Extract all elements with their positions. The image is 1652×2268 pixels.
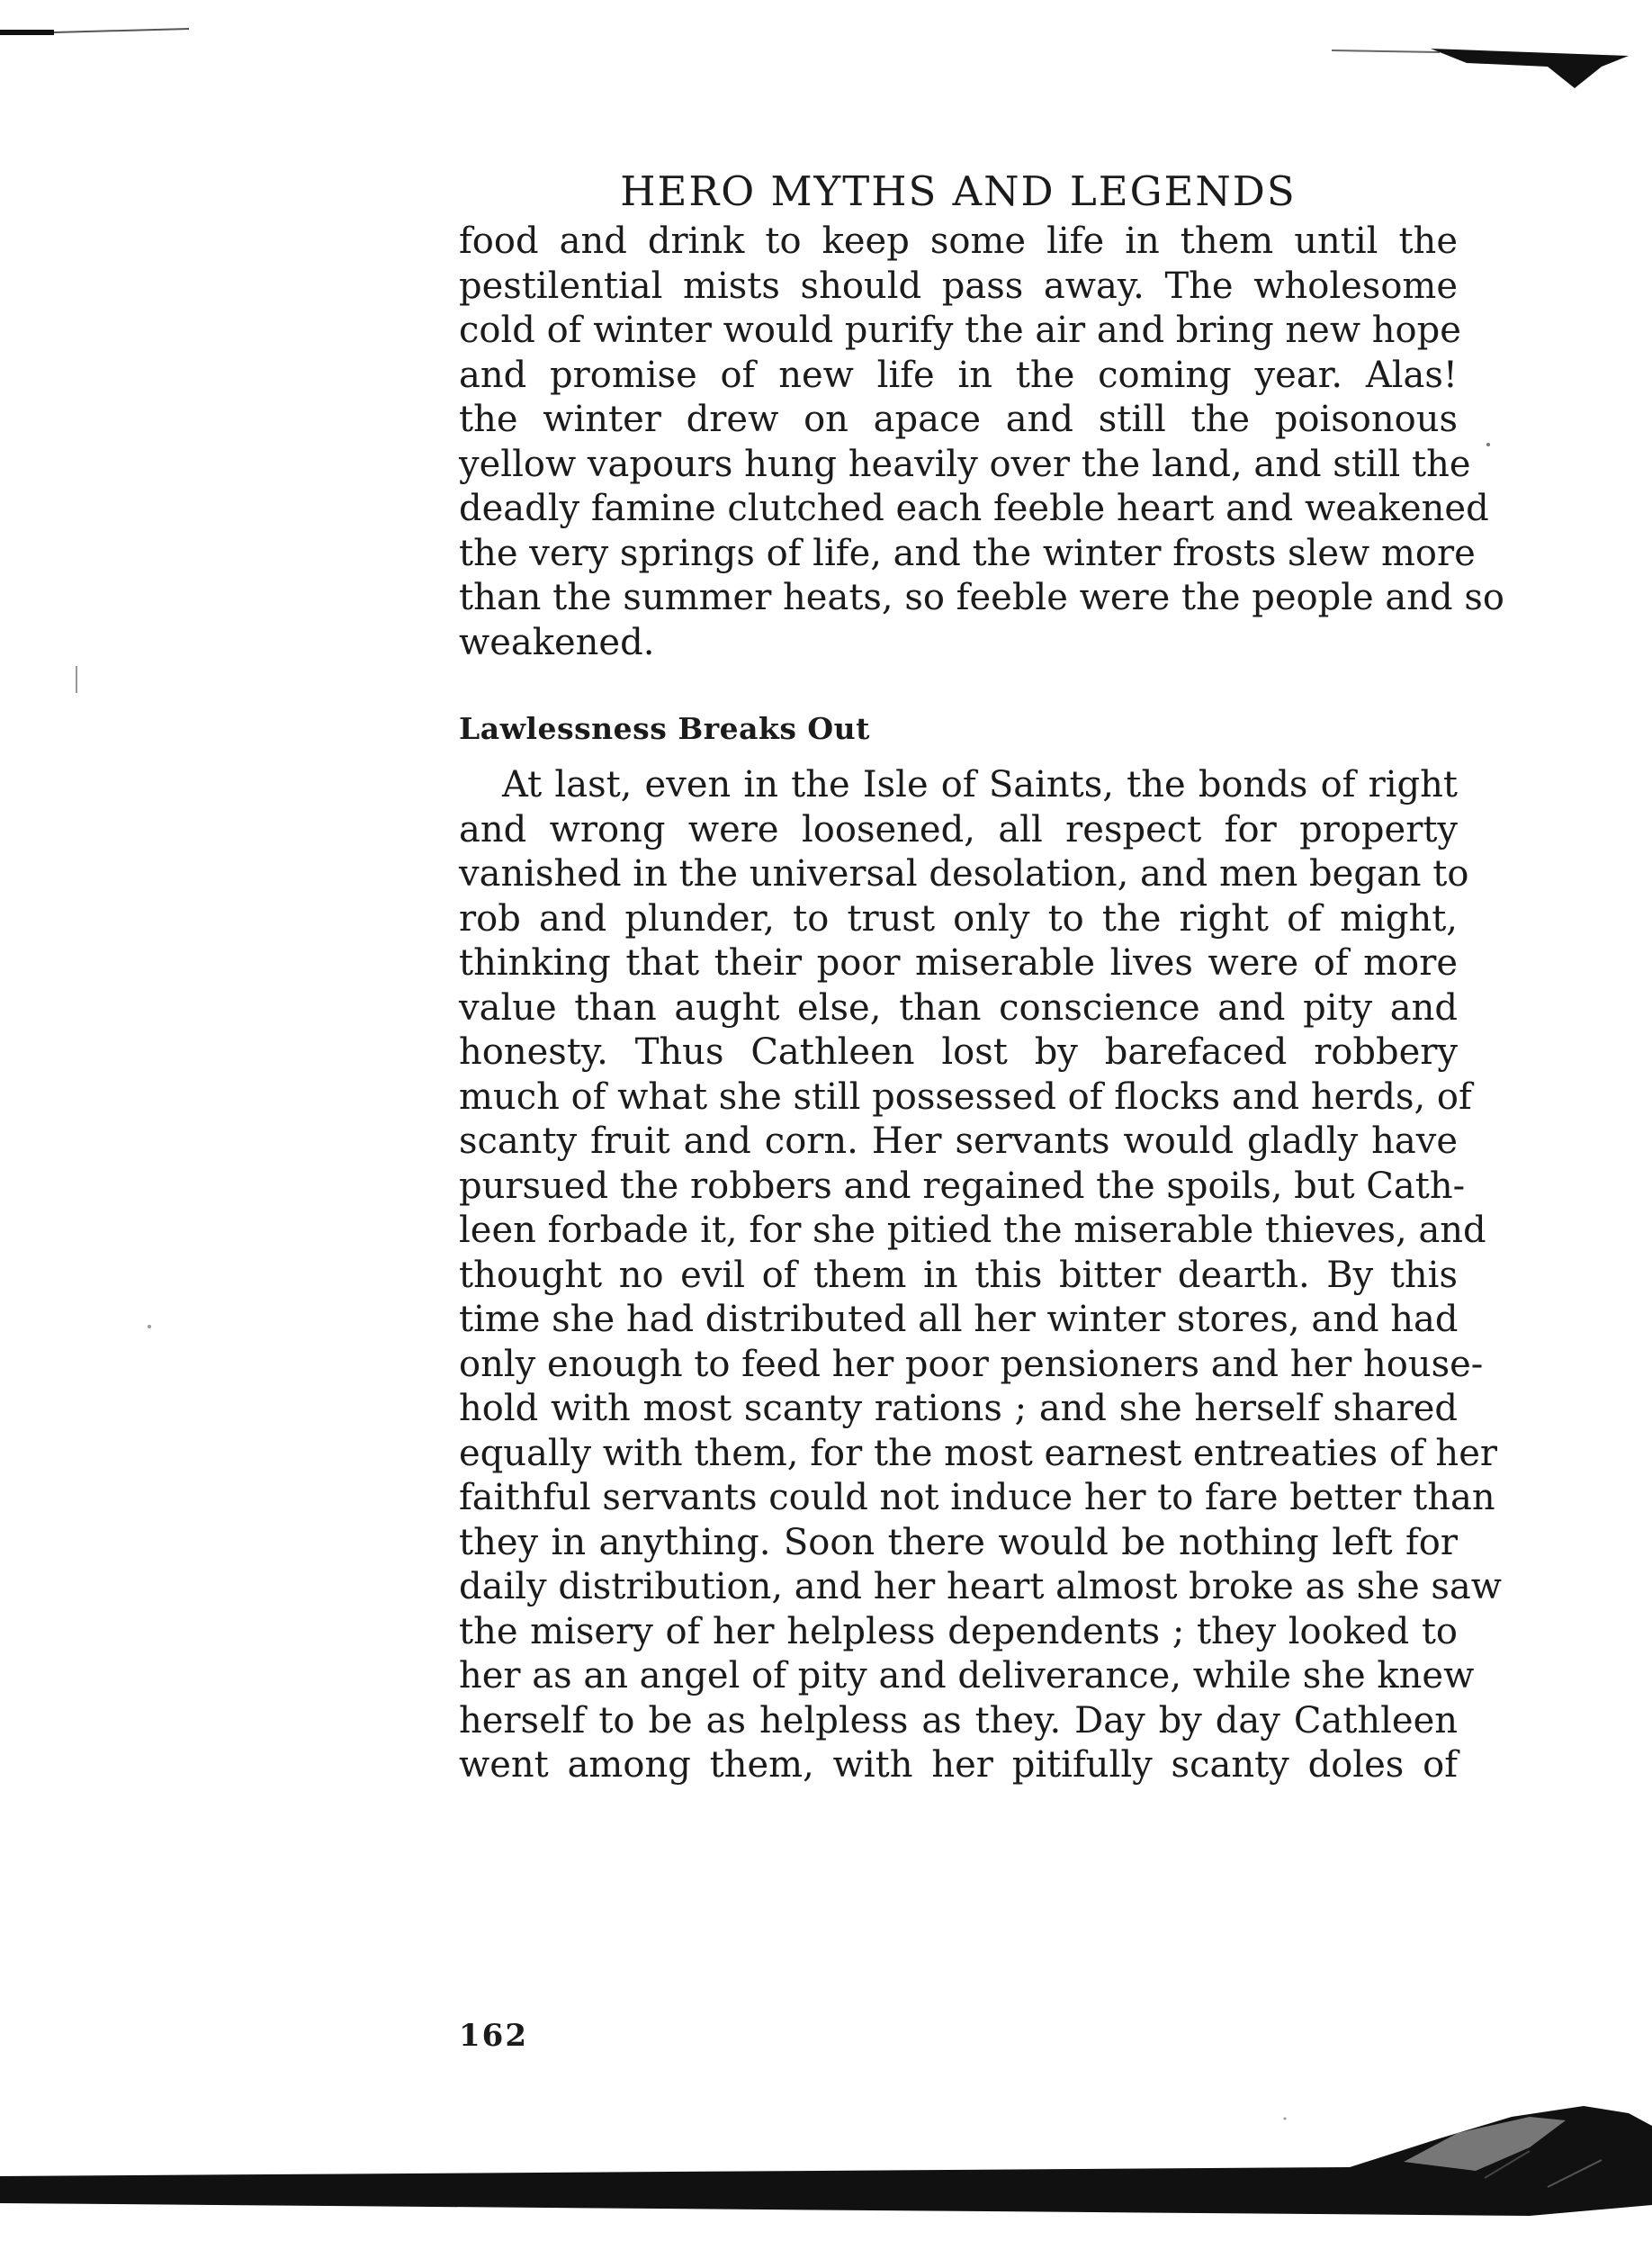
text-line: deadly famine clutched each feeble heart and weakened (459, 488, 1489, 529)
text-line: hold with most scanty rations ; and she herself shared (459, 1388, 1458, 1429)
text-line: thought no evil of them in this bitter dearth. By this (459, 1254, 1458, 1296)
text-line: yellow vapours hung heavily over the land, and still the (459, 443, 1471, 485)
text-line: herself to be as helpless as they. Day by day Cathleen (459, 1699, 1458, 1742)
text-line: weakened. (459, 621, 655, 663)
text-line: and wrong were loosened, all respect for property (459, 808, 1458, 850)
scan-speck (146, 1323, 153, 1330)
continuation-paragraph (459, 220, 1504, 665)
text-line: the very springs of life, and the winter frosts slew more (459, 532, 1476, 574)
text-line: time she had distributed all her winter stores, and had (459, 1299, 1459, 1340)
text-line: food and drink to keep some life in them until the (459, 220, 1458, 262)
text-line: went among them, with her pitifully scanty doles of (459, 1744, 1458, 1786)
text-line: scanty fruit and corn. Her servants would gladly have (459, 1120, 1458, 1162)
section-heading: Lawlessness Breaks Out (459, 711, 870, 746)
page-number: 162 (459, 2018, 528, 2054)
text-line: vanished in the universal desolation, and men began to (459, 853, 1469, 895)
text-line: much of what she still possessed of flocks and herds, of (459, 1076, 1472, 1118)
text-line: equally with them, for the most earnest entreaties of her (459, 1432, 1497, 1474)
text-line: pursued the robbers and regained the spoils, but Cath- (459, 1165, 1466, 1207)
text-line: At last, even in the Isle of Saints, the bonds of right (502, 764, 1458, 806)
text-line: thinking that their poor miserable lives were of more (459, 942, 1458, 984)
section-paragraph (459, 763, 1502, 1788)
scan-edge-bar-bottom (0, 2061, 1652, 2268)
text-line: faithful servants could not induce her to fare better than (459, 1477, 1495, 1518)
text-line: pestilential mists should pass away. The wholesome (459, 265, 1458, 307)
text-line: and promise of new life in the coming year. Alas! (459, 354, 1458, 396)
text-line: they in anything. Soon there would be nothing left for (459, 1521, 1458, 1563)
text-line: than the summer heats, so feeble were the people and so (459, 577, 1504, 618)
text-line: her as an angel of pity and deliverance, while she knew (459, 1655, 1475, 1696)
scan-speck (1485, 441, 1492, 448)
text-line: rob and plunder, to trust only to the right of might, (459, 897, 1458, 940)
running-head: HERO MYTHS AND LEGENDS (620, 167, 1297, 215)
text-line: value than aught else, than conscience and pity and (459, 986, 1458, 1029)
text-line: the misery of her helpless dependents ; they looked to (459, 1610, 1458, 1652)
scan-edge-mark-top-right (1332, 36, 1652, 108)
scan-speck (74, 666, 79, 693)
text-line: cold of winter would purify the air and bring new hope (459, 310, 1461, 351)
text-line: daily distribution, and her heart almost broke as she saw (459, 1566, 1502, 1607)
text-line: only enough to feed her poor pensioners and her house- (459, 1343, 1484, 1385)
text-line: honesty. Thus Cathleen lost by barefaced robbery (459, 1031, 1458, 1073)
scan-edge-mark-top-left (0, 0, 198, 54)
text-line: the winter drew on apace and still the poisonous (459, 399, 1458, 440)
text-line: leen forbade it, for she pitied the miserable thieves, and (459, 1210, 1486, 1251)
